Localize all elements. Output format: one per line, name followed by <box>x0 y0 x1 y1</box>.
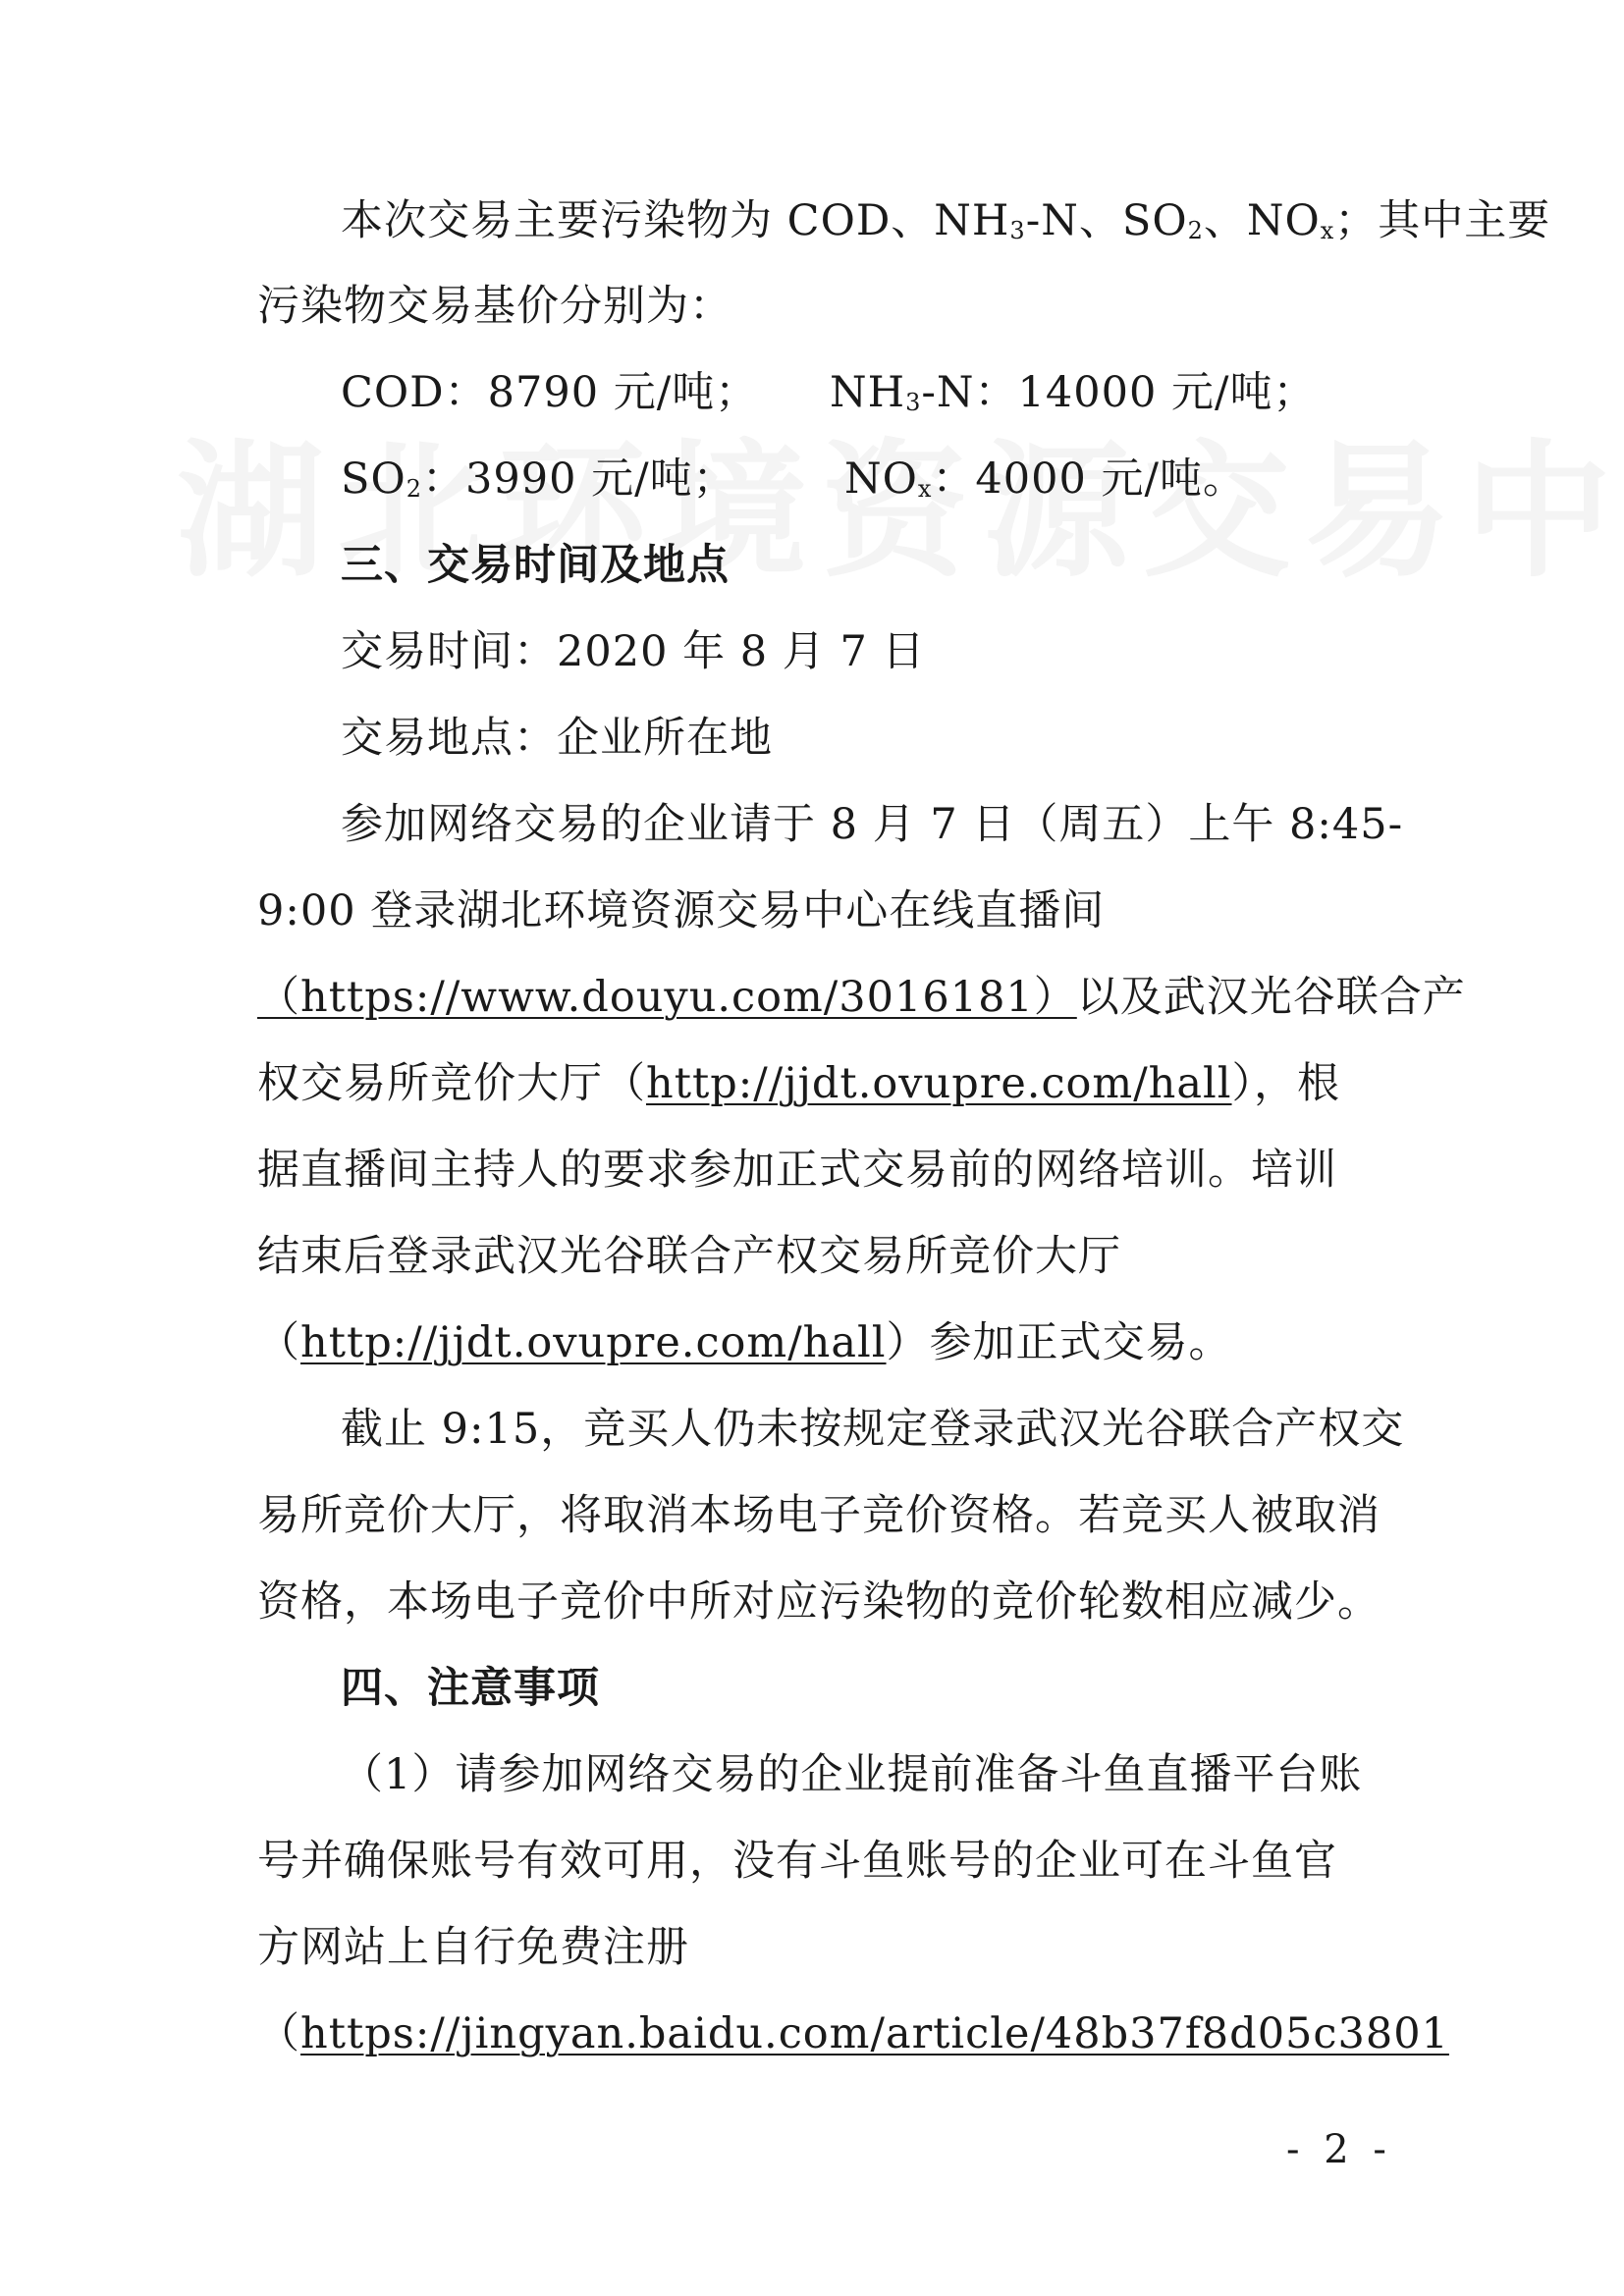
intro-text: -N、SO <box>1025 196 1188 245</box>
section-4-heading: 四、注意事项 <box>341 1664 600 1713</box>
price-cod: COD：8790 元/吨； <box>341 368 759 417</box>
price-text: NH <box>830 368 906 417</box>
price-text: ：3990 元/吨； <box>422 454 736 504</box>
deadline-paragraph-line-3: 资格，本场电子竞价中所对应污染物的竞价轮数相应减少。 <box>257 1577 1380 1627</box>
price-nh3n <box>830 363 1317 422</box>
online-paragraph-line-1: 参加网络交易的企业请于 8 月 7 日（周五）上午 8:45- <box>341 800 1404 849</box>
deadline-paragraph-line-1: 截止 9:15，竞买人仍未按规定登录武汉光谷联合产权交 <box>341 1405 1405 1454</box>
price-text: SO <box>341 454 406 504</box>
line-text: 权交易所竞价大厅（ <box>257 1059 646 1108</box>
note-1-line-4 <box>257 2004 1449 2063</box>
intro-line-1 <box>341 191 1550 250</box>
intro-text: 本次交易主要污染物为 COD、NH <box>341 196 1010 245</box>
intro-text: 、NO <box>1203 196 1321 245</box>
note-1-line-2: 号并确保账号有效可用，没有斗鱼账号的企业可在斗鱼官 <box>257 1837 1337 1886</box>
subscript: 3 <box>1009 217 1026 244</box>
note-1-line-3: 方网站上自行免费注册 <box>257 1923 689 1972</box>
page-number: - 2 - <box>1286 2127 1392 2172</box>
subscript: 2 <box>1187 217 1204 244</box>
online-paragraph-line-5: 据直播间主持人的要求参加正式交易前的网络培训。培训 <box>257 1146 1337 1195</box>
online-paragraph-line-3 <box>257 968 1466 1027</box>
subscript: x <box>917 475 933 503</box>
baidu-link[interactable]: https://jingyan.baidu.com/article/48b37f8d05c3801 <box>300 2009 1449 2058</box>
trade-place: 交易地点：企业所在地 <box>341 714 773 763</box>
subscript: 2 <box>406 475 422 503</box>
hall-link-2[interactable]: http://jjdt.ovupre.com/hall <box>300 1318 887 1367</box>
douyu-link[interactable]: （https://www.douyu.com/3016181） <box>257 973 1077 1022</box>
hall-link[interactable]: http://jjdt.ovupre.com/hall <box>646 1059 1232 1108</box>
section-3-heading: 三、交易时间及地点 <box>341 541 730 590</box>
price-text: -N：14000 元/吨； <box>921 368 1317 417</box>
note-1-line-1: （1）请参加网络交易的企业提前准备斗鱼直播平台账 <box>341 1750 1363 1799</box>
line-text: （ <box>257 1318 300 1367</box>
line-text: ）参加正式交易。 <box>886 1318 1232 1367</box>
intro-line-2: 污染物交易基价分别为： <box>257 282 732 331</box>
deadline-paragraph-line-2: 易所竞价大厅，将取消本场电子竞价资格。若竞买人被取消 <box>257 1491 1380 1540</box>
trade-time: 交易时间：2020 年 8 月 7 日 <box>341 627 926 676</box>
online-paragraph-line-6: 结束后登录武汉光谷联合产权交易所竞价大厅 <box>257 1232 1121 1281</box>
line-text: ），根 <box>1231 1059 1341 1108</box>
price-so2 <box>341 450 736 508</box>
price-text: ：4000 元/吨。 <box>932 454 1247 504</box>
price-nox <box>844 450 1246 508</box>
price-text: NO <box>844 454 918 504</box>
subscript: x <box>1320 217 1335 244</box>
online-paragraph-line-4 <box>257 1054 1340 1113</box>
online-paragraph-line-7 <box>257 1313 1232 1372</box>
intro-text: ；其中主要 <box>1334 196 1551 245</box>
line-text: （ <box>257 2009 300 2058</box>
line-text: 以及武汉光谷联合产 <box>1076 973 1466 1022</box>
subscript: 3 <box>905 389 922 416</box>
online-paragraph-line-2: 9:00 登录湖北环境资源交易中心在线直播间 <box>257 886 1106 935</box>
